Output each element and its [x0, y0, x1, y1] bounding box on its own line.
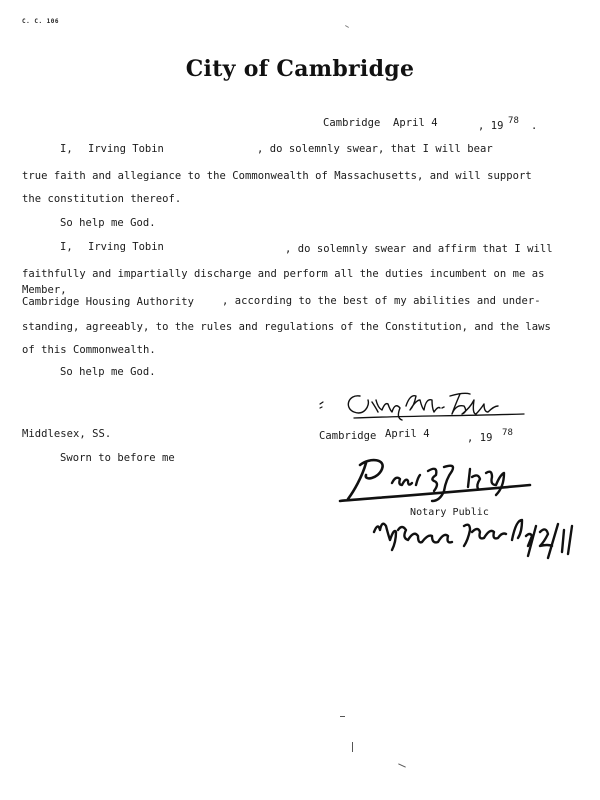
oath2-name: Irving Tobin — [88, 241, 164, 253]
stray-tick-mark — [352, 742, 353, 752]
date-month-day: April 4 — [393, 117, 438, 129]
date-end: . — [531, 120, 538, 132]
oath2-office-title: Member, — [22, 284, 67, 296]
stray-dash-mark-2 — [398, 763, 406, 767]
stray-mark — [345, 25, 349, 28]
oath2-line4: standing, agreeably, to the rules and regulations of the Constitution, and the laws — [22, 321, 551, 333]
date-year-suffix: 78 — [508, 116, 519, 126]
stray-dash-mark — [340, 716, 345, 717]
jurat-year-prefix: , 19 — [467, 432, 493, 444]
notary-signature — [330, 455, 535, 507]
oath1-line1: , do solemnly swear, that I will bear — [257, 143, 493, 155]
date-year-prefix: , 19 — [478, 120, 504, 132]
affiant-signature — [318, 386, 528, 422]
date-place: Cambridge — [323, 117, 381, 129]
oath2-line2: faithfully and impartially discharge and perform all the duties incumbent on me as — [22, 268, 545, 280]
oath2-closing: So help me God. — [60, 366, 156, 378]
oath1-closing: So help me God. — [60, 217, 156, 229]
oath2-office: Cambridge Housing Authority — [22, 296, 195, 308]
jurat-sworn: Sworn to before me — [60, 452, 175, 464]
oath2-line1: , do solemnly swear and affirm that I will — [285, 243, 553, 255]
commission-expiry-handwriting — [368, 510, 586, 568]
jurat-year-suffix: 78 — [502, 428, 513, 438]
oath2-lead: I, — [60, 241, 73, 253]
oath1-line2: true faith and allegiance to the Commonwealth of Massachusetts, and will support — [22, 170, 532, 182]
jurat-county: Middlesex, SS. — [22, 428, 112, 440]
document-title: City of Cambridge — [185, 56, 415, 82]
jurat-month-day: April 4 — [385, 428, 430, 440]
jurat-place: Cambridge — [319, 430, 377, 442]
oath1-name: Irving Tobin — [88, 143, 164, 155]
notary-public-label: Notary Public — [410, 507, 489, 518]
oath1-line3: the constitution thereof. — [22, 193, 182, 205]
oath1-lead: I, — [60, 143, 73, 155]
form-code: C. C. 106 — [22, 18, 60, 25]
oath2-line5: of this Commonwealth. — [22, 344, 156, 356]
oath2-line3: , according to the best of my abilities and under- — [222, 295, 541, 307]
